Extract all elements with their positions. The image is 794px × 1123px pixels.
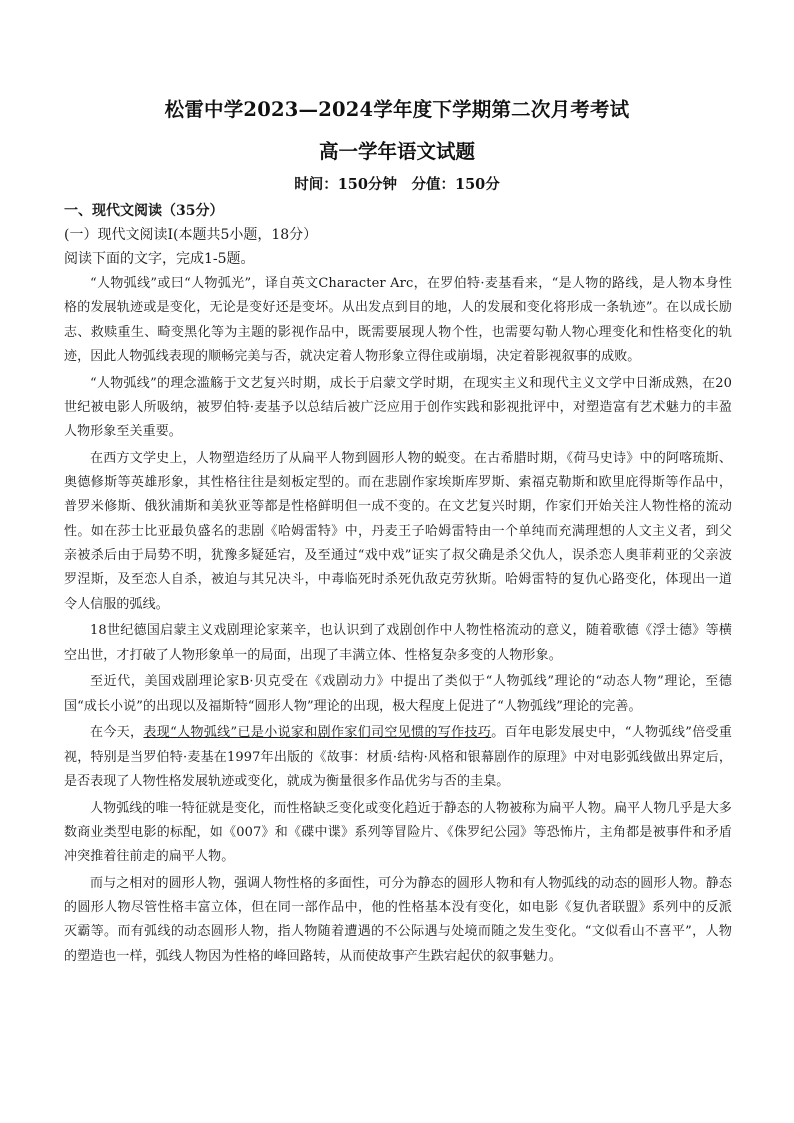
passage-paragraph: 18世纪德国启蒙主义戏剧理论家莱辛，也认识到了戏剧创作中人物性格流动的意义，随着歌德《浮士德》等横空出世，才打破了人物形象单一的局面，出现了丰满立体、性格复杂多变的人物形象。	[64, 623, 732, 663]
passage-paragraph: “人物弧线”或曰“人物弧光”，译自英文Character Arc，在罗伯特·麦基看来，“是人物的路线，是人物本身性格的发展轨迹或是变化，无论是变好还是变坏。从出发点到目的地，人的发展和变化将形成一条轨迹”。在以成长励志、救赎重生、畸变黑化等为主题的影视作品中，既需要展现人物个性，也需要勾勒人物心理变化和性格变化的轨迹，因此人物弧线表现的顺畅完美与否，就决定着人物形象立得住或崩塌，决定着影视叙事的成败。	[64, 276, 732, 364]
paragraph-text: 。百年电影发展史中，“人物弧线”倍受重视，特别是当罗伯特·麦基在1997年出版的《故事：材质·结构·风格和银幕剧作的原理》中对电影弧线做出界定后，是否表现了人物性格发展轨迹或变化，就成为衡量很多作品优劣与否的圭臬。	[64, 725, 732, 789]
reading-passage	[64, 272, 732, 971]
passage-paragraph	[64, 721, 732, 794]
section-heading: 一、现代文阅读（35分）	[64, 203, 224, 219]
passage-paragraph: 而与之相对的圆形人物，强调人物性格的多面性，可分为静态的圆形人物和有人物弧线的动态的圆形人物。静态的圆形人物尽管性格丰富立体，但在同一部作品中，他的性格基本没有变化，如电影《复仇者联盟》系列中的反派灭霸等。而有弧线的动态圆形人物，指人物随着遭遇的不公际遇与处境而随之发生变化。“文似看山不喜平”，人物的塑造也一样，弧线人物因为性格的峰回路转，从而使故事产生跌宕起伏的叙事魅力。	[64, 875, 732, 964]
exam-time-score: 时间：150分钟 分值：150分	[294, 176, 500, 193]
underlined-sentence: 表现“人物弧线”已是小说家和剧作家们司空见惯的写作技巧	[143, 725, 492, 741]
exam-title: 松雷中学2023—2024学年度下学期第二次月考考试	[164, 98, 630, 121]
passage-paragraph: 在西方文学史上，人物塑造经历了从扁平人物到圆形人物的蜕变。在古希腊时期，《荷马史诗》中的阿喀琉斯、奥德修斯等英雄形象，其性格往往是刻板定型的。而在悲剧作家埃斯库罗斯、索福克勒斯和欧里庇得斯等作品中，普罗米修斯、俄狄浦斯和美狄亚等都是性格鲜明但一成不变的。在文艺复兴时期，作家们开始关注人物性格的流动性。如在莎士比亚最负盛名的悲剧《哈姆雷特》中，丹麦王子哈姆雷特由一个单纯而充满理想的人文主义者，到父亲被杀后由于局势不明，犹豫多疑延宕，及至通过“戏中戏”证实了叔父确是杀父仇人，误杀恋人奥菲莉亚的父亲波罗涅斯，及至恋人自杀，被迫与其兄决斗，中毒临死时杀死仇敌克劳狄斯。哈姆雷特的复仇心路变化，体现出一道令人信服的弧线。	[64, 450, 732, 612]
passage-paragraph: 至近代，美国戏剧理论家B·贝克受在《戏剧动力》中提出了类似于“人物弧线”理论的“动态人物”理论，至德国“成长小说”的出现以及福斯特“圆形人物”理论的出现，极大程度上促进了“人物弧线”理论的完善。	[64, 674, 732, 714]
paragraph-text: 在今天，	[90, 725, 144, 741]
passage-paragraph: “人物弧线”的理念滥觞于文艺复兴时期，成长于启蒙文学时期，在现实主义和现代主义文学中日渐成熟，在20世纪被电影人所吸纳，被罗伯特·麦基予以总结后被广泛应用于创作实践和影视批评中，对塑造富有艺术魅力的丰盈人物形象至关重要。	[64, 375, 732, 440]
reading-instruction: 阅读下面的文字，完成1-5题。	[64, 251, 255, 267]
passage-paragraph: 人物弧线的唯一特征就是变化，而性格缺乏变化或变化趋近于静态的人物被称为扁平人物。扁平人物几乎是大多数商业类型电影的标配，如《007》和《碟中谍》系列等冒险片、《侏罗纪公园》等恐怖片，主角都是被事件和矛盾冲突推着往前走的扁平人物。	[64, 800, 732, 865]
subsection-heading: (一）现代文阅读Ⅰ(本题共5小题，18分）	[64, 227, 318, 243]
exam-subtitle: 高一学年语文试题	[318, 140, 475, 163]
